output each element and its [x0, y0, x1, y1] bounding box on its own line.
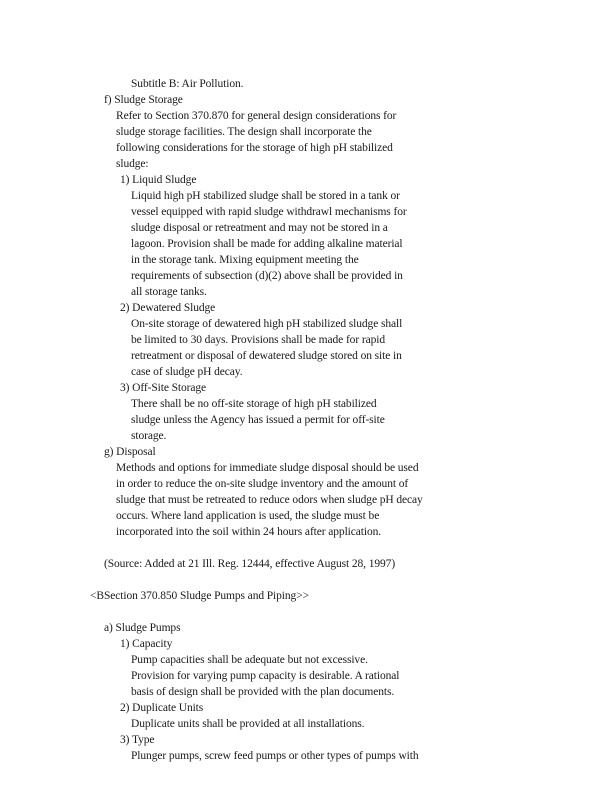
- section-g-line: occurs. Where land application is used, the sludge must be: [116, 510, 380, 522]
- section-g-line: incorporated into the soil within 24 hours after application.: [116, 526, 382, 538]
- item-liquid-sludge-line: sludge disposal or retreatment and may not be stored in a: [131, 222, 388, 234]
- item-liquid-sludge-line: all storage tanks.: [131, 286, 207, 298]
- section-g-line: in order to reduce the on-site sludge inventory and the amount of: [116, 478, 409, 490]
- item-dewatered-sludge-line: be limited to 30 days. Provisions shall be made for rapid: [131, 334, 385, 346]
- item-dewatered-sludge-line: retreatment or disposal of dewatered sludge stored on site in: [131, 350, 402, 362]
- section-850-heading: <BSection 370.850 Sludge Pumps and Piping>>: [90, 590, 309, 602]
- item-capacity-line: Pump capacities shall be adequate but not excessive.: [131, 654, 368, 666]
- section-g-heading: g) Disposal: [104, 446, 156, 458]
- item-capacity-line: basis of design shall be provided with the plan documents.: [131, 686, 395, 698]
- item-liquid-sludge-line: Liquid high pH stabilized sludge shall be stored in a tank or: [131, 190, 400, 202]
- item-liquid-sludge-line: in the storage tank. Mixing equipment meeting the: [131, 254, 359, 266]
- section-f-heading: f) Sludge Storage: [104, 94, 183, 106]
- sludge-pumps-heading: a) Sludge Pumps: [104, 622, 181, 634]
- section-f-intro-line: following considerations for the storage of high pH stabilized: [116, 142, 393, 154]
- section-g-line: sludge that must be retreated to reduce odors when sludge pH decay: [116, 494, 423, 506]
- item-type-heading: 3) Type: [120, 734, 155, 746]
- item-liquid-sludge-line: vessel equipped with rapid sludge withdrawl mechanisms for: [131, 206, 407, 218]
- section-f-intro-line: sludge:: [116, 158, 149, 170]
- item-off-site-storage-heading: 3) Off-Site Storage: [120, 382, 207, 394]
- item-off-site-storage-line: sludge unless the Agency has issued a permit for off-site: [131, 414, 385, 426]
- item-liquid-sludge-line: requirements of subsection (d)(2) above shall be provided in: [131, 270, 403, 282]
- item-dewatered-sludge-line: On-site storage of dewatered high pH stabilized sludge shall: [131, 318, 403, 330]
- header-fragment: Subtitle B: Air Pollution.: [131, 78, 244, 90]
- section-g-line: Methods and options for immediate sludge disposal should be used: [116, 462, 419, 474]
- item-duplicate-units-heading: 2) Duplicate Units: [120, 702, 204, 714]
- item-liquid-sludge-heading: 1) Liquid Sludge: [120, 174, 197, 186]
- section-f-intro-line: Refer to Section 370.870 for general design considerations for: [116, 110, 397, 122]
- item-liquid-sludge-line: lagoon. Provision shall be made for adding alkaline material: [131, 238, 403, 250]
- item-capacity-heading: 1) Capacity: [120, 638, 173, 650]
- item-dewatered-sludge-heading: 2) Dewatered Sludge: [120, 302, 216, 314]
- source-note: (Source: Added at 21 Ill. Reg. 12444, effective August 28, 1997): [104, 558, 396, 570]
- item-capacity-line: Provision for varying pump capacity is desirable. A rational: [131, 670, 400, 682]
- item-off-site-storage-line: storage.: [131, 430, 167, 442]
- item-off-site-storage-line: There shall be no off-site storage of high pH stabilized: [131, 398, 377, 410]
- item-type-line: Plunger pumps, screw feed pumps or other types of pumps with: [131, 750, 419, 762]
- item-dewatered-sludge-line: case of sludge pH decay.: [131, 366, 243, 378]
- item-duplicate-units-line: Duplicate units shall be provided at all installations.: [131, 718, 365, 730]
- section-f-intro-line: sludge storage facilities. The design shall incorporate the: [116, 126, 372, 138]
